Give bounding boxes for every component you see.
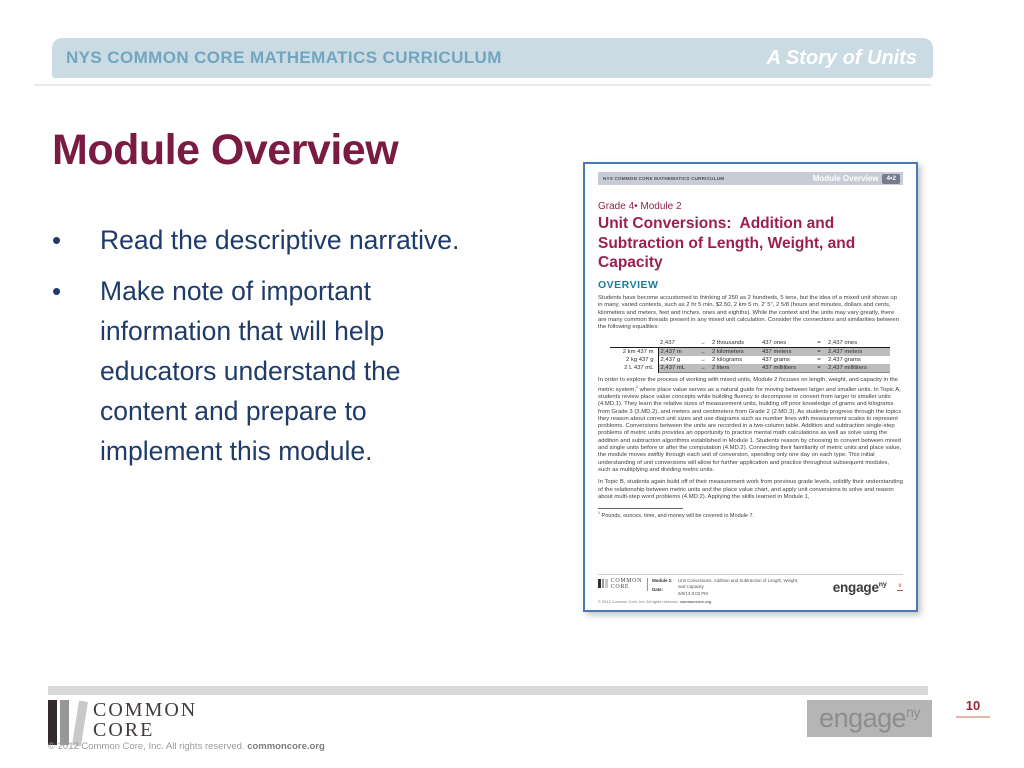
doc-common-core-logo (598, 578, 642, 590)
doc-module-label: Module 2: (652, 577, 673, 583)
doc-table-cell: = (812, 364, 826, 373)
doc-grade-line: Grade 4• Module 2 (598, 201, 682, 212)
footer-bar (48, 686, 928, 695)
slide-copyright-link: commoncore.org (247, 741, 325, 752)
doc-paragraph-2-pre: In order to explore the process of working with mixed units, Module 2 focuses on length, weight, and capacity in the metric system, (598, 377, 898, 393)
doc-table-cell: 2 kilograms (712, 357, 743, 364)
doc-equalities-table (610, 339, 890, 374)
bullet-marker: • (52, 225, 62, 255)
slide-copyright: © 2012 Common Core, Inc. All rights reserved. commoncore.org (48, 741, 325, 752)
doc-table-cell: = (812, 347, 826, 356)
doc-header-right (813, 174, 900, 184)
doc-table-cell (610, 339, 658, 348)
doc-table-cell: → (696, 347, 710, 356)
doc-table-cell: 2,437 g (660, 357, 681, 364)
doc-paragraph-3: In Topic B, students again build off of their measurement work from previous grade levels, solidify their understanding of the relationship between metric units and the place value chart, and apply unit conversions to solve and reason about multi-step word problems (4.MD.2). Applying the skills learned in Module 1, (598, 479, 903, 500)
doc-date-value: 6/9/13 8:03 PM (678, 591, 708, 597)
slide-header-bar (52, 38, 933, 78)
doc-table-cell: 2,437 ones (826, 339, 890, 348)
doc-table-cell: 2,437 m (658, 347, 696, 356)
doc-table-cell: 2,437 mL (658, 364, 696, 373)
doc-table-cell: 2 L 437 mL (610, 364, 658, 373)
doc-copyright: © 2012 Common Core, Inc. All rights reserved. commoncore.org (598, 599, 712, 604)
doc-module-value: Unit Conversions: Addition and Subtraction of Length, Weight, and Capacity (678, 577, 799, 589)
doc-date-label: Date: (652, 587, 664, 593)
engageny-sup: ny (906, 704, 920, 720)
footnote-marker: 1 (635, 384, 638, 389)
doc-logo-line2: CORE (610, 583, 630, 590)
doc-table-cell: 2,437 (658, 339, 696, 348)
doc-table-cell: 437 ones (760, 339, 812, 348)
doc-table-cell: = (817, 357, 821, 364)
doc-table-cell: 2 thousands (710, 339, 760, 348)
doc-page-number: ii (898, 582, 901, 589)
doc-header-bar (598, 172, 903, 185)
doc-logo-line1: COMMON (610, 577, 643, 584)
module-overview-document-thumbnail (583, 162, 918, 612)
doc-table-cell: 2 liters (710, 364, 760, 373)
header-underline (34, 84, 931, 86)
doc-footnote (598, 508, 903, 519)
bullet-text: Make note of important information that will help educators understand the content and prepare to implement this module. (100, 276, 401, 466)
doc-engageny-logo: engage$^{ny}$ (832, 579, 887, 595)
doc-paragraph-1: Students have become accustomed to thinking of 250 as 2 hundreds, 5 tens, but the idea of a mixed unit shows up in many, varied contexts, such as 2 hr 5 min, $2.50, 2 km 5 m, 2' 5", 2 5/8 (hours and minutes, dollars and cents, kilometers and meters, feet and inches, ones and eighths). While the context and the units may vary greatly, there are many common threads present in any mixed unit calculation. Consider the connections and similarities between the following equalities: (598, 295, 899, 331)
doc-table-cell: → (696, 364, 710, 373)
slide-header-story-of-units-label: A Story of Units (766, 46, 917, 69)
common-core-bars-icon (598, 579, 609, 588)
doc-table-cell: 2,437 milliliters (826, 364, 890, 373)
doc-table-cell: = (812, 339, 826, 348)
doc-table-cell: 437 milliliters (760, 364, 812, 373)
doc-paragraph-2-post: where place value serves as a natural guide for moving between larger and smaller units. In Topic A, students review place value concepts while building fluency to decompose or convert from larger to smaller units (4.MD.1). They learn the relative sizes of measurement units, building off prior knowledge of grams and kilograms from Grade 3 (3.MD.2), and meters and centimeters from Grade 2 (2.MD.3). As students progress through the topics they reason about correct unit sizes and use diagrams such as number lines with measurement scales to represent problems. Conversions between the units are recorded in a two-column table. Addition and subtraction single-step problems of metric units provides an opportunity to practice mental math calculations as well as solve using the addition and subtraction algorithms established in Module 1. Students reason by choosing to convert between mixed and single units before or after the computation (4.MD.2). Connecting their familiarity of metric units and place value, the module moves swiftly through each unit of conversion, spending only one day on each type. This initial understanding of unit conversions will allow for further application and practice throughout subsequent modules, such as multiplying and dividing metric units. (598, 386, 902, 474)
doc-title: Unit Conversions: Addition and Subtraction of Length, Weight, and Capacity (598, 215, 860, 272)
logo-line2: CORE (93, 719, 155, 741)
doc-table-cell: 437 meters (760, 347, 812, 356)
bullet-list (52, 220, 522, 482)
doc-table-cell: → (700, 357, 706, 364)
slide-header-curriculum-label: NYS COMMON CORE MATHEMATICS CURRICULUM (66, 48, 502, 67)
bullet-marker: • (52, 276, 62, 306)
doc-table-cell: 2,437 grams (828, 357, 861, 364)
doc-table-cell: 2 kg 437 g (610, 356, 658, 364)
bullet-item (52, 220, 522, 260)
doc-table-cell: 2 km 437 m (610, 347, 658, 356)
logo-line1: COMMON (93, 699, 198, 721)
doc-table-cell: 2,437 meters (826, 347, 890, 356)
doc-footer-rule (598, 574, 903, 575)
doc-footer (598, 574, 903, 604)
doc-table-cell: → (696, 339, 710, 348)
doc-header-curriculum-label: NYS COMMON CORE MATHEMATICS CURRICULUM (603, 176, 725, 181)
engageny-logo: engage$^{ny}$ (807, 700, 932, 737)
doc-footer-divider (647, 578, 648, 591)
doc-overview-heading: OVERVIEW (598, 279, 659, 292)
page-number-underline (956, 716, 990, 718)
bullet-item (52, 271, 522, 471)
doc-table-cell: 437 grams (762, 357, 790, 364)
doc-footnote-sup: 1 (598, 511, 600, 516)
footnote-rule (598, 508, 683, 509)
doc-grade-module-badge: 4•2 (882, 174, 900, 184)
doc-footnote-text: Pounds, ounces, time, and money will be covered in Module 7. (600, 513, 755, 520)
doc-header-title: Module Overview (812, 174, 879, 183)
doc-copyright-link: commoncore.org (679, 599, 712, 604)
doc-table-body (610, 339, 890, 373)
bullet-text: Read the descriptive narrative. (100, 225, 460, 255)
doc-engageny-sup: ny (878, 581, 887, 589)
common-core-logo (48, 700, 197, 745)
page-title: Module Overview (52, 126, 399, 174)
doc-paragraph-2 (598, 377, 903, 474)
doc-table-cell: 2 kilometers (710, 347, 760, 356)
slide-page-number: 10 (965, 698, 981, 713)
common-core-bars-icon (48, 700, 84, 745)
